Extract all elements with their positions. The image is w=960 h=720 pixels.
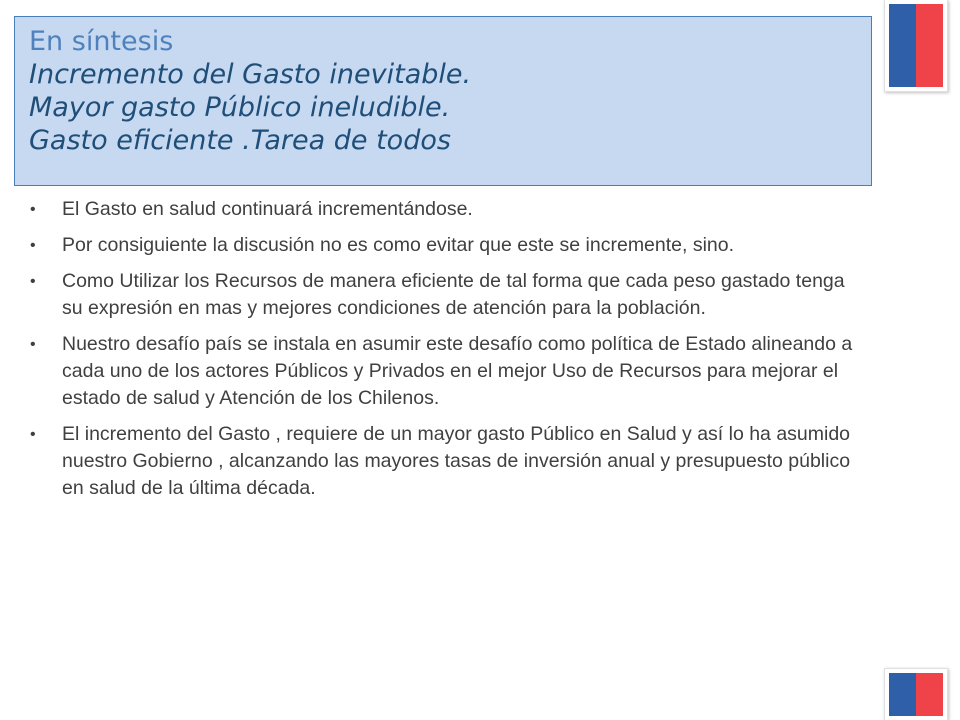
bullet-item bbox=[30, 196, 870, 223]
flag-red-stripe bbox=[916, 673, 943, 716]
chile-flag-logo-bottom bbox=[884, 668, 948, 720]
bullet-dot-icon: • bbox=[30, 426, 36, 443]
title-box bbox=[14, 16, 872, 186]
bullet-dot-icon: • bbox=[30, 336, 36, 353]
bullet-dot-icon: • bbox=[30, 273, 36, 290]
chile-flag-logo-top bbox=[884, 0, 948, 92]
bullet-dot-icon: • bbox=[30, 201, 36, 218]
title-line-3: Mayor gasto Público ineludible. bbox=[29, 92, 451, 123]
bullet-item bbox=[30, 331, 870, 412]
title-line-2: Incremento del Gasto inevitable. bbox=[29, 59, 472, 90]
bullet-dot-icon: • bbox=[30, 237, 36, 254]
bullet-text: El incremento del Gasto , requiere de un mayor gasto Público en Salud y así lo ha asumido nuestro Gobierno , alcanzando las mayores tasas de inversión anual y presupuesto público en salud de la última década. bbox=[62, 423, 851, 499]
title-line-4: Gasto eficiente .Tarea de todos bbox=[29, 125, 451, 156]
bullet-item bbox=[30, 232, 870, 259]
bullet-item bbox=[30, 268, 870, 322]
title-line-1: En síntesis bbox=[29, 26, 174, 57]
bullet-item bbox=[30, 421, 870, 502]
bullet-text: El Gasto en salud continuará incrementándose. bbox=[62, 198, 473, 220]
bullet-text: Como Utilizar los Recursos de manera eficiente de tal forma que cada peso gastado tenga su expresión en mas y mejores condiciones de atención para la población. bbox=[62, 270, 845, 319]
flag-blue-stripe bbox=[889, 4, 916, 87]
flag-blue-stripe bbox=[889, 673, 916, 716]
bullet-text: Nuestro desafío país se instala en asumir este desafío como política de Estado alineando a cada uno de los actores Públicos y Privados en el mejor Uso de Recursos para mejorar el estado de salud y Atención de los Chilenos. bbox=[62, 333, 853, 409]
bullet-list bbox=[30, 196, 870, 511]
flag-red-stripe bbox=[916, 4, 943, 87]
bullet-text: Por consiguiente la discusión no es como evitar que este se incremente, sino. bbox=[62, 234, 735, 256]
